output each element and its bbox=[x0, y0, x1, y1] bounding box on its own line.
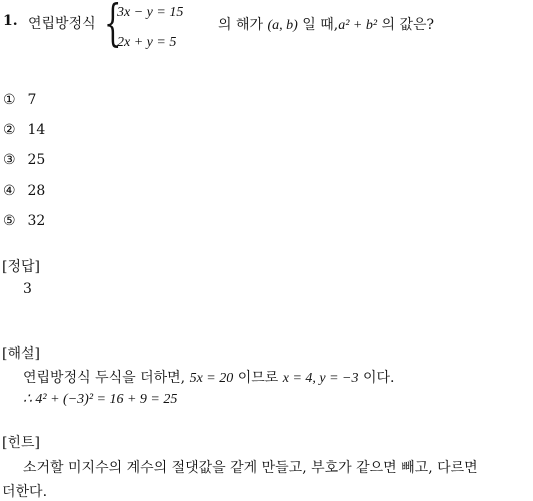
hint-heading: [힌트] bbox=[2, 435, 40, 451]
answer-value: 3 bbox=[23, 281, 32, 297]
explanation-equation: 5x = 20 bbox=[189, 371, 234, 386]
option-5-mark: ⑤ bbox=[3, 213, 16, 229]
question-number: 1. bbox=[3, 13, 18, 29]
option-2-value: 14 bbox=[27, 122, 46, 138]
system-brace: { bbox=[104, 0, 122, 52]
option-3-value: 25 bbox=[27, 152, 46, 168]
question-lead-text: 연립방정식 bbox=[28, 16, 96, 32]
equation-2: 2x + y = 5 bbox=[117, 35, 177, 50]
option-3[interactable] bbox=[3, 152, 45, 168]
option-1-value: 7 bbox=[27, 92, 37, 108]
explanation-line-2: ∴ 4² + (−3)² = 16 + 9 = 25 bbox=[23, 392, 178, 407]
explanation-connector: 이므로 bbox=[237, 370, 279, 386]
explanation-solution: x = 4, y = −3 bbox=[282, 371, 359, 386]
option-3-mark: ③ bbox=[3, 152, 16, 168]
question-pair: (a, b) bbox=[267, 18, 298, 33]
option-4[interactable] bbox=[3, 183, 45, 199]
question-tail-text-2: 일 때, bbox=[302, 17, 339, 33]
explanation-heading: [해설] bbox=[2, 346, 40, 362]
explanation-line-1 bbox=[23, 367, 394, 387]
hint-line-2: 더한다. bbox=[2, 484, 48, 500]
option-2-mark: ② bbox=[3, 122, 16, 138]
option-1[interactable] bbox=[3, 92, 36, 108]
equation-1: 3x − y = 15 bbox=[117, 5, 184, 20]
explanation-end: 이다. bbox=[362, 370, 395, 386]
option-2[interactable] bbox=[3, 122, 45, 138]
option-4-value: 28 bbox=[27, 183, 46, 199]
question-expression: a² + b² bbox=[338, 18, 378, 33]
question-tail-text-3: 의 값은? bbox=[381, 17, 435, 33]
question-tail-1 bbox=[218, 14, 434, 34]
option-5[interactable] bbox=[3, 213, 45, 229]
question-tail-text-1: 의 해가 bbox=[218, 17, 264, 33]
option-1-mark: ① bbox=[3, 92, 16, 108]
option-4-mark: ④ bbox=[3, 183, 16, 199]
explanation-text: 연립방정식 두식을 더하면, bbox=[23, 370, 186, 386]
option-5-value: 32 bbox=[27, 213, 46, 229]
hint-line-1: 소거할 미지수의 계수의 절댓값을 같게 만들고, 부호가 같으면 빼고, 다르면 bbox=[23, 460, 478, 476]
answer-heading: [정답] bbox=[2, 259, 40, 275]
